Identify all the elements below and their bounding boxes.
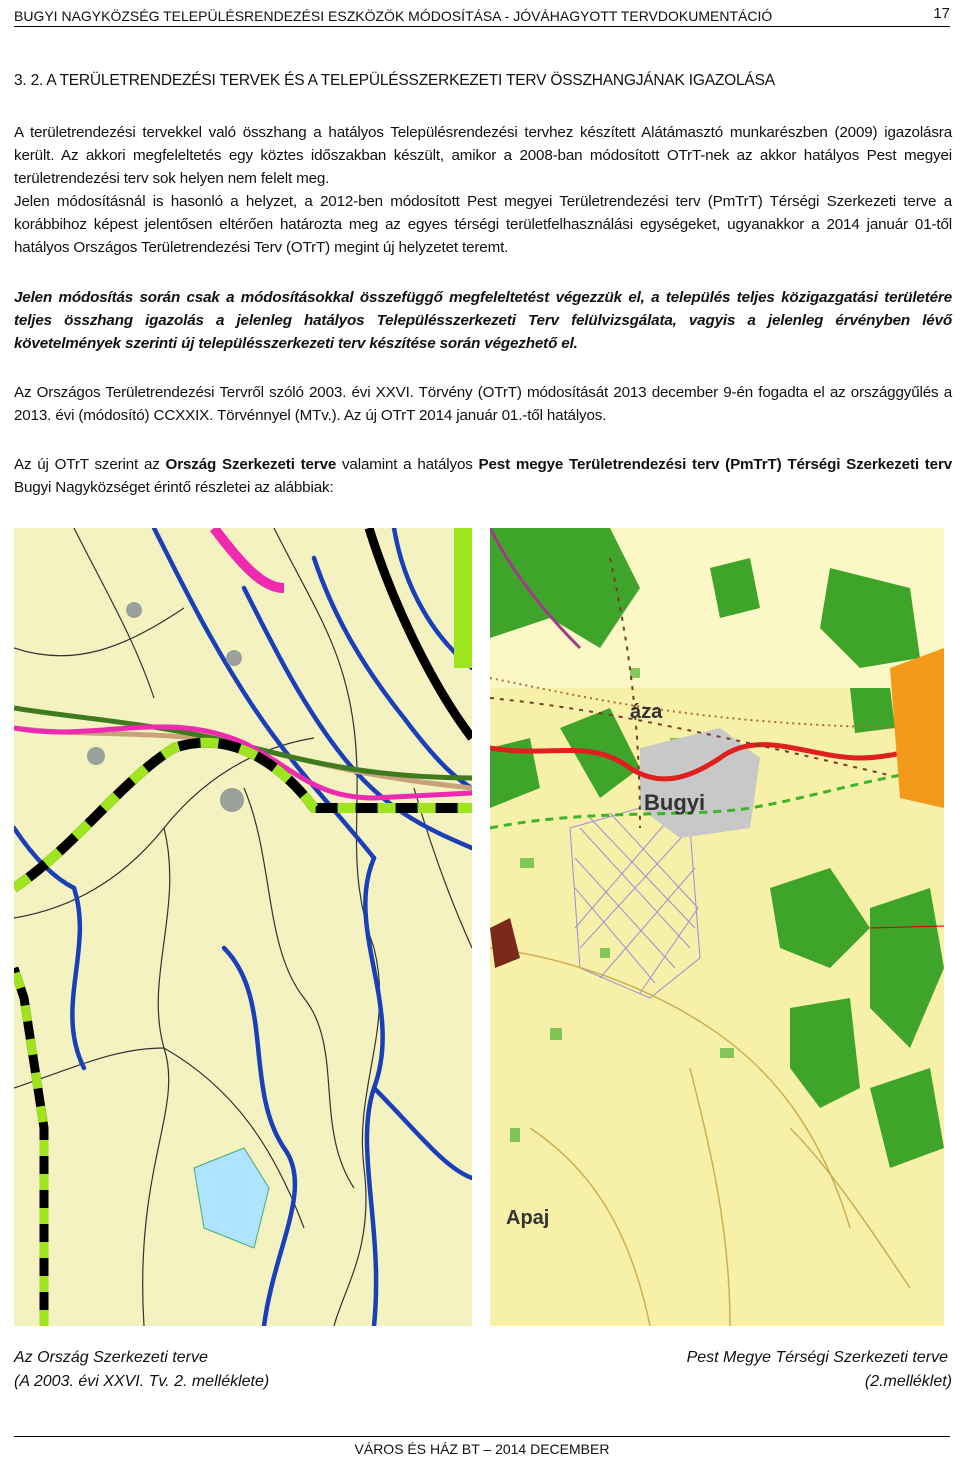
paragraph-1: A területrendezési tervekkel való összhang a hatályos Településrendezési tervhez készített Alátámasztó munkarészben (2009) igazolásra került. Az akkori megfeleltetés egy köztes időszakban készült, amikor a 2008-ban módosított OTrT-nek az akkor hatályos Pest megyei területrendezési terv sok helyen nem felelt meg. [14,124,952,187]
page-number: 17 [933,5,950,22]
caption-left-line-2: (A 2003. évi XXVI. Tv. 2. melléklete) [14,1373,270,1390]
maps-figure [14,528,944,1326]
page-header [14,4,950,27]
map-orszag-szerkezeti-terve [14,528,472,1326]
paragraph-5-text-a: Az új OTrT szerint az [14,456,166,473]
caption-right-line-1: Pest Megye Térségi Szerkezeti terve [686,1349,948,1366]
paragraph-4: Az Országos Területrendezési Tervről szóló 2003. évi XXVI. Törvény (OTrT) módosítását 2013 december 9-én fogadta el az országgyűlés a 2013. évi (módosító) CCXXIX. Törvénnyel (MTv.). Az új OTrT 2014 január 01.-től hatályos. [14,384,952,424]
left-map-road-tan [14,728,472,788]
section-title: 3. 2. A TERÜLETRENDEZÉSI TERVEK ÉS A TELEPÜLÉSSZERKEZETI TERV ÖSSZHANGJÁNAK IGAZOLÁSA [14,72,775,89]
page-footer [14,1436,950,1457]
right-map-label-laza: áza [630,701,663,723]
footer-text: VÁROS ÉS HÁZ BT – 2014 DECEMBER [354,1441,610,1457]
paragraph-5-text-c: valamint a hatályos [336,456,479,473]
left-map-green-strip [454,528,472,668]
right-map-orange-zone [890,648,944,808]
paragraph-3: Jelen módosítás során csak a módosításokkal összefüggő megfeleltetést végezzük el, a település teljes közigazgatási területére teljes összhang igazolás a jelenleg hatályos Településszerkezeti Terv felülvizsgálata, vagyis a jelenleg érvényben lévő követelmények szerinti új településszerkezeti terv készítése során végezhető el. [14,289,952,352]
right-map-label-apaj: Apaj [506,1207,550,1229]
left-map-lake [194,1148,269,1248]
right-map-brown-zone [490,918,520,968]
paragraph-2: Jelen módosításnál is hasonló a helyzet, a 2012-ben módosított Pest megyei Területrendezési terv (PmTrT) Térségi Szerkezeti terve a korábbihoz képest jelentősen eltérően határozta meg az egyes térségi területfelhasználási egységeket, ugyanakkor a 2014 január 01-től hatályos Országos Területrendezési Terv (OTrT) megint új helyzetet teremt. [14,193,952,256]
right-map-hatch-lines [575,813,698,993]
right-map-graphic [490,528,944,1326]
left-map-graphic [14,528,472,1326]
paragraph-5-text-e: Bugyi Nagyközséget érintő részletei az alábbiak: [14,479,334,496]
document-title: BUGYI NAGYKÖZSÉG TELEPÜLÉSRENDEZÉSI ESZKÖZÖK MÓDOSÍTÁSA - JÓVÁHAGYOTT TERVDOKUMENTÁCIÓ [14,8,773,24]
paragraph-5 [14,453,952,499]
right-map-bugyi-settlement [640,728,760,838]
left-map-settlements [87,602,244,812]
map-pest-megye-tersegi-szerkezeti-terve [490,528,944,1326]
paragraph-5-text-d: Pest megye Területrendezési terv (PmTrT) Térségi Szerkezeti terv [478,456,953,473]
caption-right-line-2: (2.melléklet) [864,1373,952,1390]
left-map-road-pink [14,727,472,798]
left-map-road-pink-top [214,528,284,588]
caption-left-line-1: Az Ország Szerkezeti terve [14,1349,208,1366]
paragraph-5-text-b: Ország Szerkezeti terve [165,456,337,473]
right-map-label-bugyi: Bugyi [644,790,706,815]
